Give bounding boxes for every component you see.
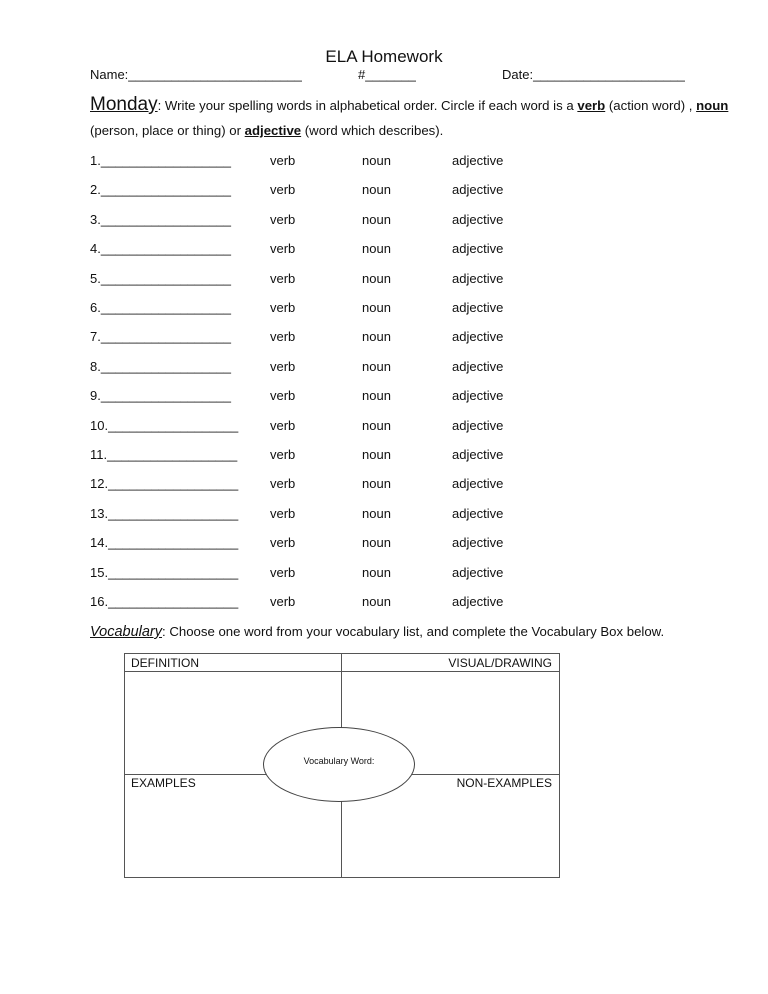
verb-option[interactable]: verb [270,270,296,286]
adjective-option[interactable]: adjective [452,153,504,168]
verb-option[interactable]: verb [270,211,296,227]
spelling-blank: 7.__________________ [90,329,231,345]
spelling-blank: 6.__________________ [90,300,231,315]
adjective-option[interactable]: adjective [452,447,504,462]
adjective-option[interactable]: adjective [452,329,504,345]
spelling-blank: 9.__________________ [90,388,231,404]
adjective-option[interactable]: adjective [452,505,504,521]
verb-option[interactable]: verb [270,594,296,609]
verb-option[interactable]: verb [270,505,296,521]
noun-option[interactable]: noun [362,329,391,345]
examples-label: EXAMPLES [131,776,196,790]
adjective-option[interactable]: adjective [452,417,504,433]
spelling-blank: 10.__________________ [90,417,239,433]
noun-option[interactable]: noun [362,241,391,257]
adjective-option[interactable]: adjective [452,270,504,286]
adjective-option[interactable]: adjective [452,300,504,315]
number-field: #_______ [358,67,416,82]
spelling-blank: 13.__________________ [90,505,239,521]
adjective-option[interactable]: adjective [452,182,504,198]
verb-option[interactable]: verb [270,358,296,374]
vocabulary-heading: Vocabulary [90,624,163,640]
spelling-blank: 2.__________________ [90,182,231,198]
adjective-option[interactable]: adjective [452,388,504,404]
spelling-blank: 4.__________________ [90,241,231,257]
verb-option[interactable]: verb [270,182,296,198]
verb-option[interactable]: verb [270,153,296,168]
date-field: Date:_____________________ [502,67,685,82]
verb-option[interactable]: verb [270,476,296,492]
noun-term: noun [696,98,729,113]
noun-option[interactable]: noun [362,358,391,374]
noun-option[interactable]: noun [362,153,391,168]
verb-option[interactable]: verb [270,447,296,462]
verb-option[interactable]: verb [270,329,296,345]
name-field: Name:________________________ [90,67,302,82]
spelling-blank: 5.__________________ [90,270,231,286]
spelling-blank: 14.__________________ [90,535,239,551]
noun-option[interactable]: noun [362,447,391,462]
spelling-blank: 12.__________________ [90,476,239,492]
spelling-blank: 1.__________________ [90,153,231,168]
noun-option[interactable]: noun [362,270,391,286]
adjective-option[interactable]: adjective [452,211,504,227]
noun-option[interactable]: noun [362,564,391,580]
verb-option[interactable]: verb [270,535,296,551]
noun-option[interactable]: noun [362,417,391,433]
vocabulary-word-oval [263,727,415,802]
monday-instructions: Monday: Write your spelling words in alphabetical order. Circle if each word is a verb (action word) , noun (person, place or thing) or adjective (word which describes). [90,94,729,138]
monday-heading: Monday [90,94,158,115]
non-examples-label: NON-EXAMPLES [456,776,552,790]
verb-term: verb [577,98,606,113]
adjective-option[interactable]: adjective [452,564,504,580]
noun-option[interactable]: noun [362,211,391,227]
spelling-blank: 15.__________________ [90,564,239,580]
vocabulary-word-label: Vocabulary Word: [303,756,375,766]
definition-label: DEFINITION [131,656,199,670]
vocabulary-instructions: Vocabulary: Choose one word from your vocabulary list, and complete the Vocabulary Box below. [90,624,665,640]
noun-option[interactable]: noun [362,182,391,198]
worksheet-title: ELA Homework [325,47,443,66]
adjective-option[interactable]: adjective [452,241,504,257]
verb-option[interactable]: verb [270,564,296,580]
noun-option[interactable]: noun [362,594,391,609]
spelling-blank: 8.__________________ [90,358,231,374]
adjective-option[interactable]: adjective [452,535,504,551]
noun-option[interactable]: noun [362,388,391,404]
adjective-term: adjective [244,123,302,138]
adjective-option[interactable]: adjective [452,594,504,609]
adjective-option[interactable]: adjective [452,476,504,492]
noun-option[interactable]: noun [362,535,391,551]
verb-option[interactable]: verb [270,388,296,404]
noun-option[interactable]: noun [362,300,391,315]
verb-option[interactable]: verb [270,300,296,315]
box-header-divider [125,671,559,672]
spelling-blank: 11.__________________ [90,447,238,462]
verb-option[interactable]: verb [270,417,296,433]
noun-option[interactable]: noun [362,476,391,492]
spelling-blank: 3.__________________ [90,211,231,227]
adjective-option[interactable]: adjective [452,358,504,374]
visual-drawing-label: VISUAL/DRAWING [448,656,552,670]
spelling-blank: 16.__________________ [90,594,239,609]
noun-option[interactable]: noun [362,505,391,521]
vocabulary-box [124,653,560,878]
verb-option[interactable]: verb [270,241,296,257]
